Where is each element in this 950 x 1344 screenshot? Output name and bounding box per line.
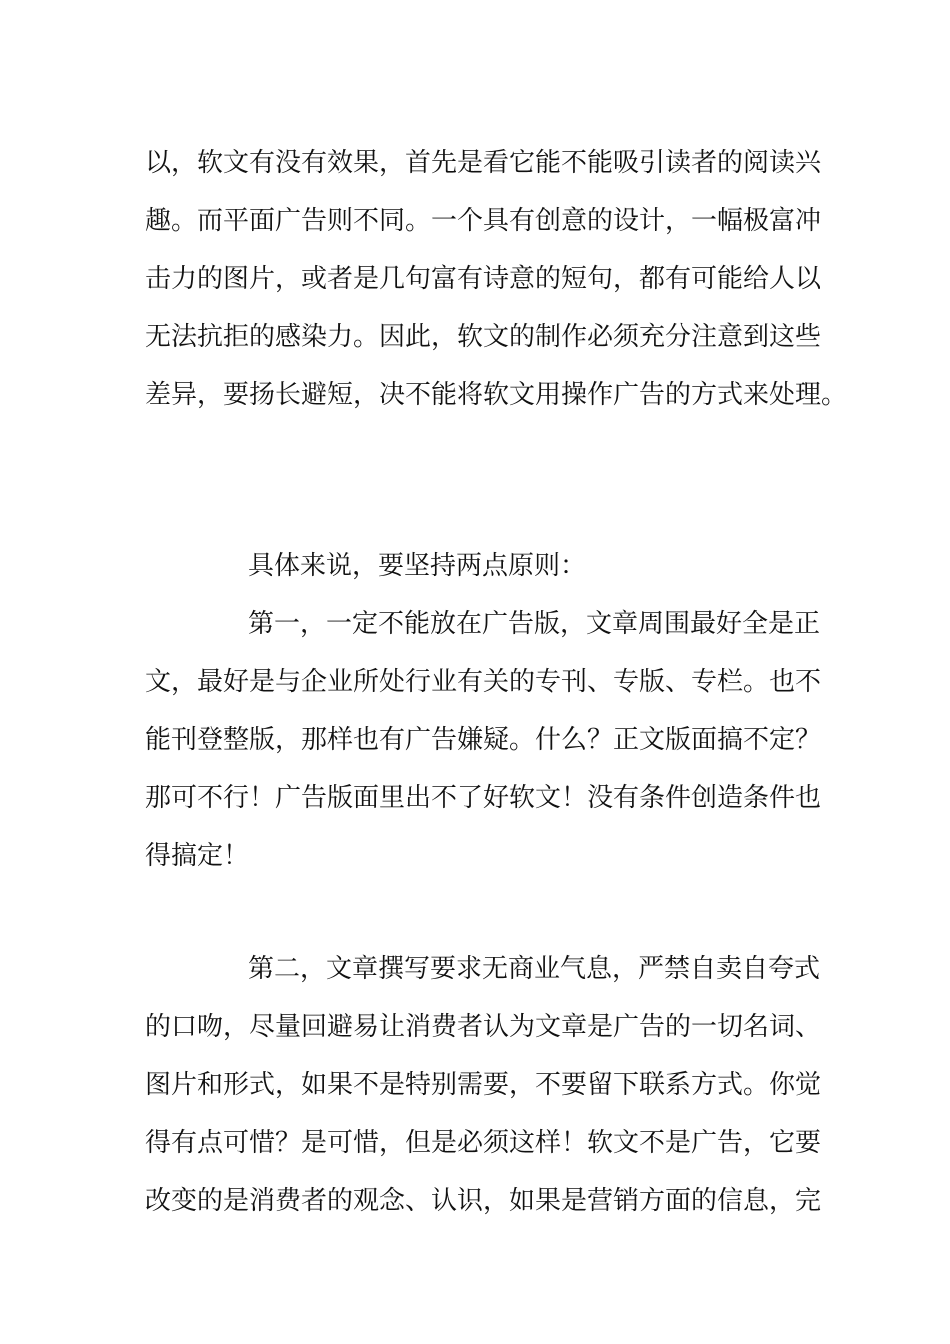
text-line: 得搞定！ bbox=[145, 841, 250, 871]
text-line: 的口吻，尽量回避易让消费者认为文章是广告的一切名词、 bbox=[145, 1012, 822, 1042]
text-line: 无法抗拒的感染力。因此，软文的制作必须充分注意到这些 bbox=[145, 322, 822, 352]
text-line: 趣。而平面广告则不同。一个具有创意的设计，一幅极富冲 bbox=[145, 206, 822, 236]
text-line: 差异，要扬长避短，决不能将软文用操作广告的方式来处理。 bbox=[145, 380, 848, 410]
text-line: 以，软文有没有效果，首先是看它能不能吸引读者的阅读兴 bbox=[145, 148, 822, 178]
text-line: 第一，一定不能放在广告版，文章周围最好全是正 bbox=[248, 609, 821, 639]
text-line: 文，最好是与企业所处行业有关的专刊、专版、专栏。也不 bbox=[145, 667, 822, 697]
text-line: 击力的图片，或者是几句富有诗意的短句，都有可能给人以 bbox=[145, 264, 822, 294]
text-line: 具体来说，要坚持两点原则： bbox=[248, 551, 587, 581]
text-line: 图片和形式，如果不是特别需要，不要留下联系方式。你觉 bbox=[145, 1070, 822, 1100]
text-line: 能刊登整版，那样也有广告嫌疑。什么？正文版面搞不定？ bbox=[145, 725, 822, 755]
text-line: 得有点可惜？是可惜，但是必须这样！软文不是广告，它要 bbox=[145, 1128, 822, 1158]
text-line: 第二，文章撰写要求无商业气息，严禁自卖自夸式 bbox=[248, 954, 821, 984]
text-line: 改变的是消费者的观念、认识，如果是营销方面的信息，完 bbox=[145, 1186, 822, 1216]
text-line: 那可不行！广告版面里出不了好软文！没有条件创造条件也 bbox=[145, 783, 822, 813]
